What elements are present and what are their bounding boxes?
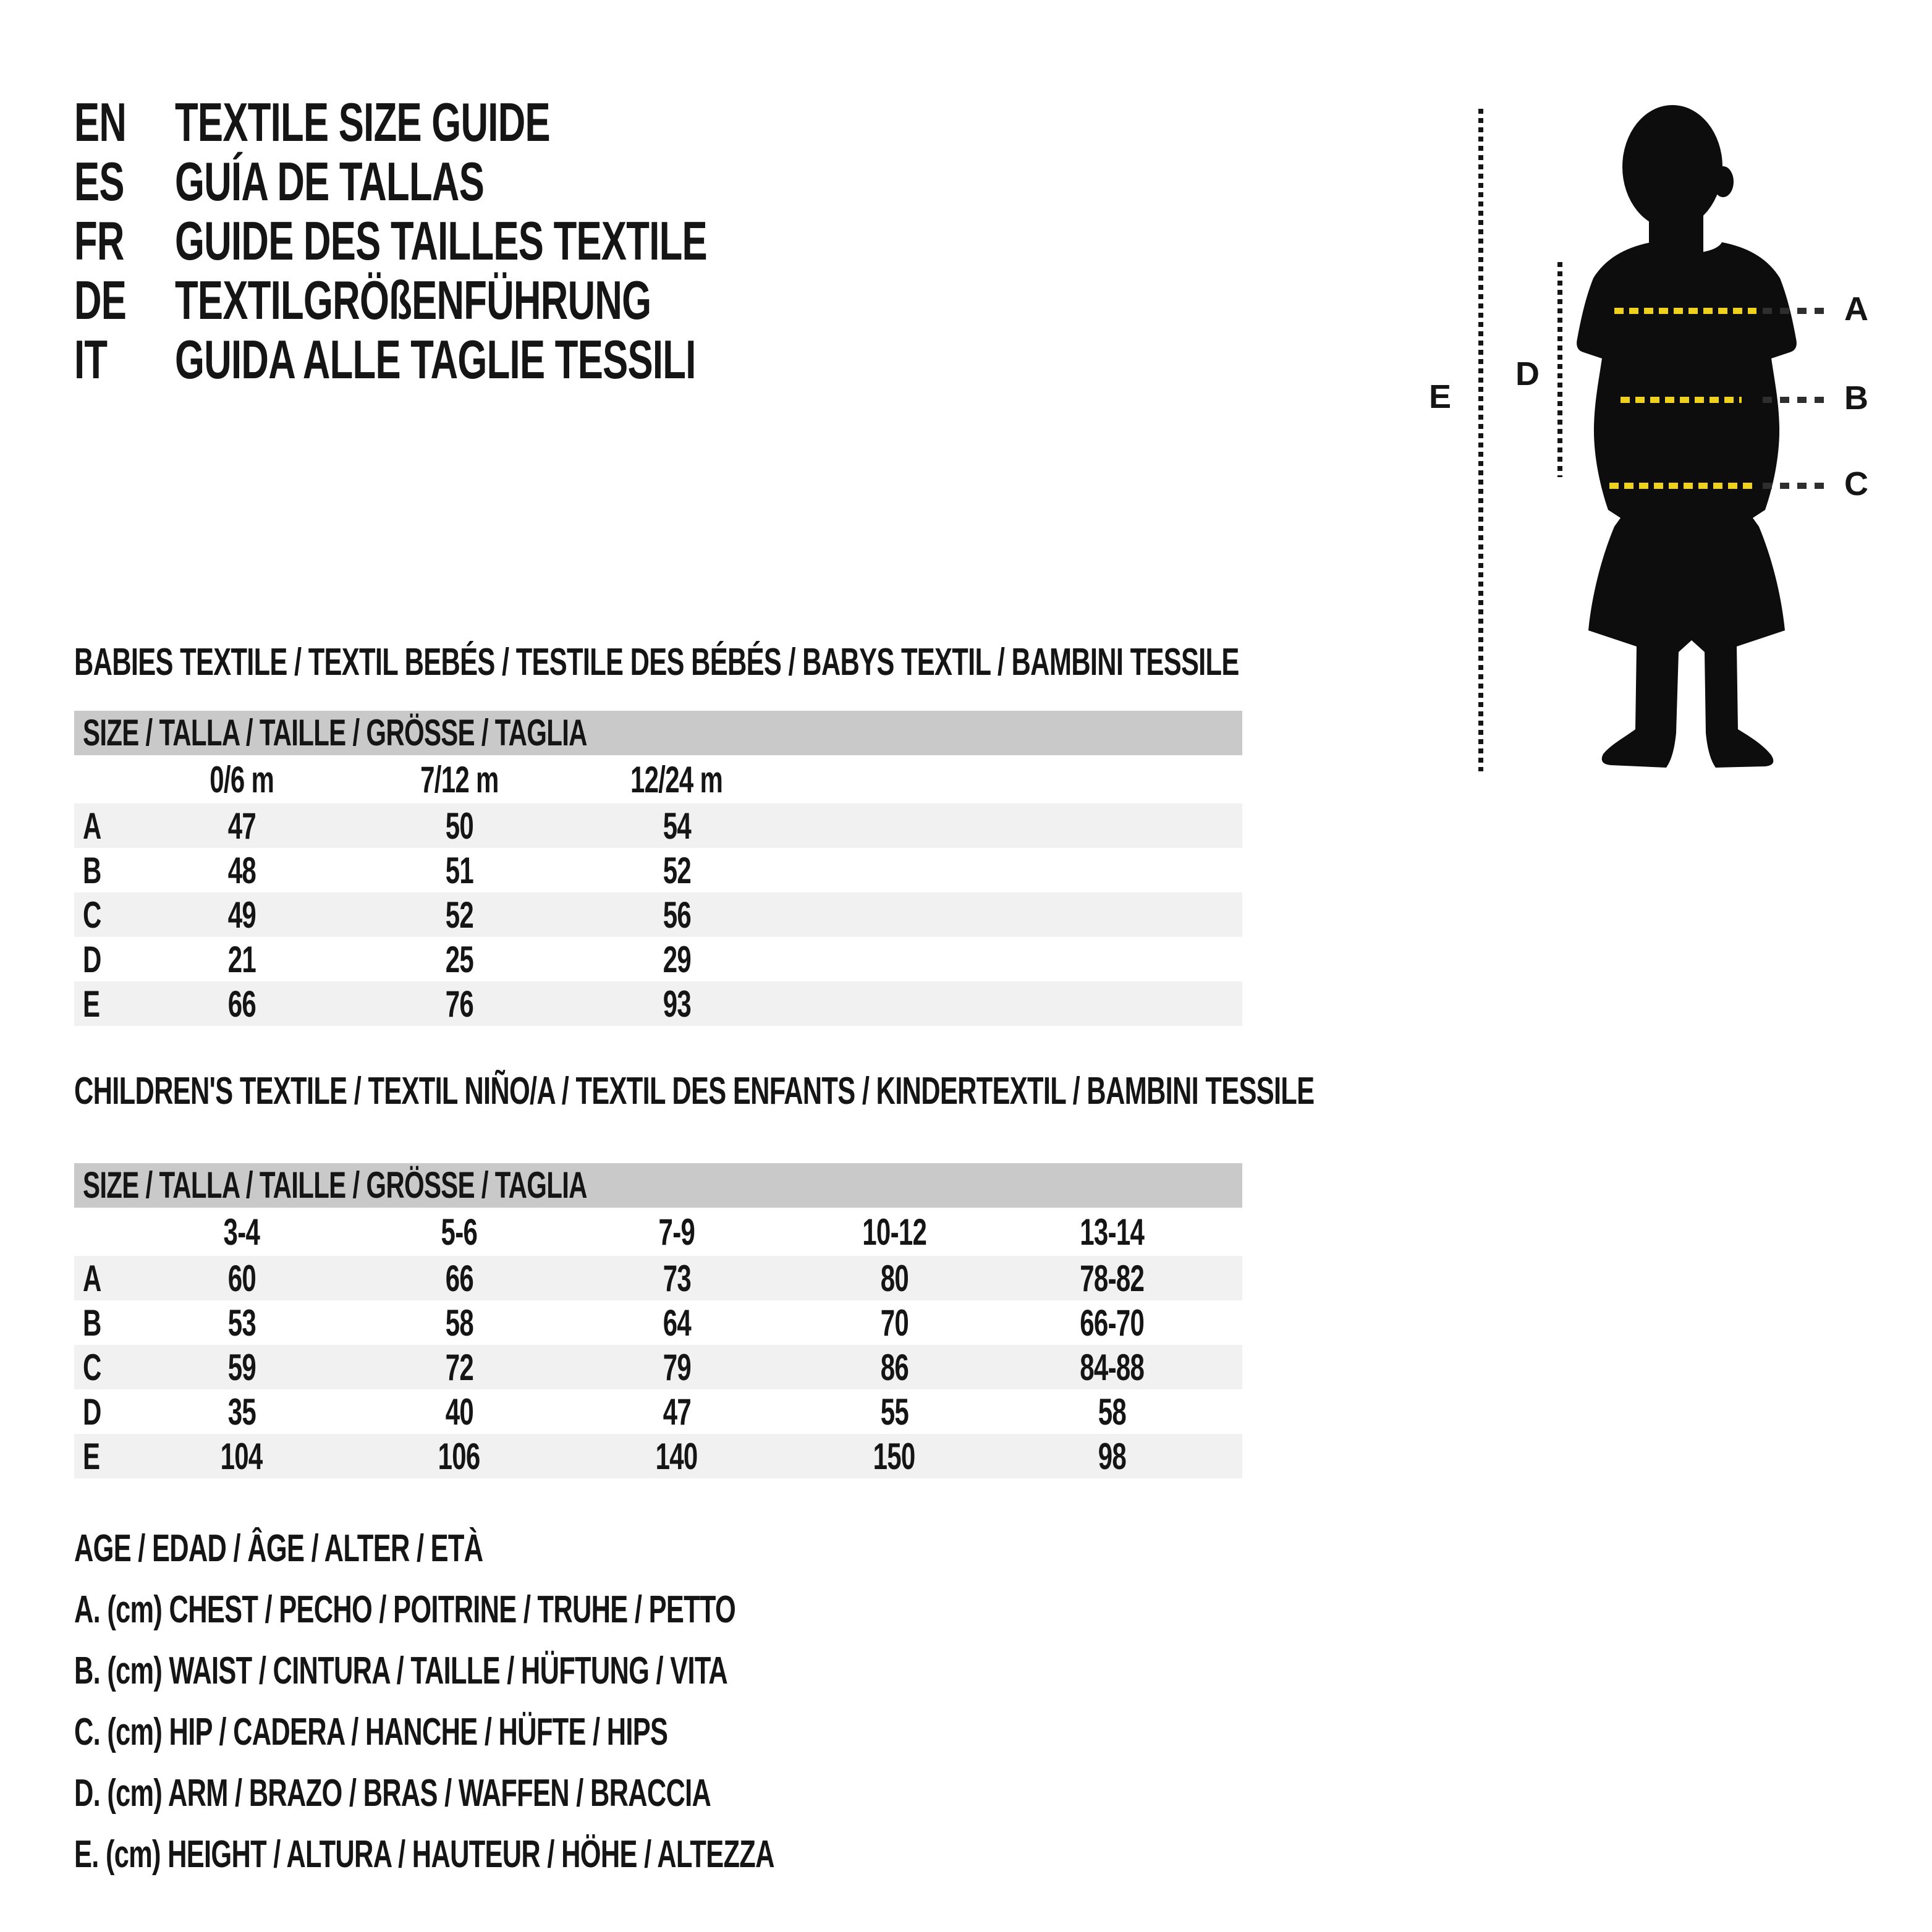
table-cell: 48 xyxy=(227,849,256,891)
language-code: FR xyxy=(74,210,124,271)
column-header: 7/12 m xyxy=(420,758,499,800)
waist-measure-line-b xyxy=(1621,397,1742,403)
table-cell: 52 xyxy=(663,849,691,891)
babies-size-table xyxy=(74,755,1242,1026)
legend-line-height: E. (cm) HEIGHT / ALTURA / HAUTEUR / HÖHE / ALTEZZA xyxy=(74,1833,774,1876)
babies-size-header-bar: SIZE / TALLA / TAILLE / GRÖSSE / TAGLIA xyxy=(74,711,1242,755)
hip-measure-leader-c xyxy=(1763,483,1826,489)
table-cell: 59 xyxy=(227,1346,256,1388)
table-cell: 150 xyxy=(873,1435,915,1477)
language-title-list xyxy=(74,93,935,389)
row-label: D xyxy=(83,938,101,980)
table-cell: 58 xyxy=(445,1302,473,1344)
column-header: 12/24 m xyxy=(630,758,723,800)
children-section-heading: CHILDREN'S TEXTILE / TEXTIL NIÑO/A / TEXTIL DES ENFANTS / KINDERTEXTIL / BAMBINI TESSILE xyxy=(74,1070,1315,1112)
table-row xyxy=(74,803,1242,848)
babies-section-heading: BABIES TEXTILE / TEXTIL BEBÉS / TESTILE DES BÉBÉS / BABYS TEXTIL / BAMBINI TESSILE xyxy=(74,641,1239,684)
legend-line-waist: B. (cm) WAIST / CINTURA / TAILLE / HÜFTUNG / VITA xyxy=(74,1650,728,1692)
table-cell: 98 xyxy=(1098,1435,1126,1477)
silhouette-ear xyxy=(1713,166,1734,197)
table-row xyxy=(74,1345,1242,1389)
table-cell: 66-70 xyxy=(1080,1302,1144,1344)
table-cell: 35 xyxy=(227,1391,256,1433)
chest-measure-line-a xyxy=(1614,308,1756,314)
table-cell: 55 xyxy=(880,1391,909,1433)
table-cell: 52 xyxy=(445,894,473,936)
measurement-legend xyxy=(74,1527,1074,1894)
measure-label-e: E xyxy=(1429,378,1452,415)
table-row xyxy=(74,981,1242,1026)
table-cell: 58 xyxy=(1098,1391,1126,1433)
table-cell: 106 xyxy=(438,1435,480,1477)
language-row xyxy=(74,211,935,271)
legend-line-age: AGE / EDAD / ÂGE / ALTER / ETÀ xyxy=(74,1527,483,1570)
table-cell: 25 xyxy=(445,938,473,980)
table-cell: 93 xyxy=(663,983,691,1025)
table-row xyxy=(74,1256,1242,1300)
column-header: 13-14 xyxy=(1080,1211,1144,1253)
hip-measure-line-c xyxy=(1609,483,1758,489)
row-label: E xyxy=(83,1435,100,1477)
table-cell: 53 xyxy=(227,1302,256,1344)
table-cell: 80 xyxy=(880,1257,909,1299)
silhouette-body xyxy=(1577,242,1797,768)
table-cell: 84-88 xyxy=(1080,1346,1144,1388)
row-label: A xyxy=(83,805,101,847)
row-label: A xyxy=(83,1257,101,1299)
table-cell: 140 xyxy=(656,1435,698,1477)
table-cell: 29 xyxy=(663,938,691,980)
column-header: 10-12 xyxy=(862,1211,926,1253)
column-header-row xyxy=(74,755,1242,803)
table-cell: 104 xyxy=(221,1435,263,1477)
children-size-header-bar: SIZE / TALLA / TAILLE / GRÖSSE / TAGLIA xyxy=(74,1163,1242,1208)
language-row xyxy=(74,93,935,152)
guide-title: TEXTILGRÖßENFÜHRUNG xyxy=(175,269,651,331)
table-cell: 51 xyxy=(445,849,473,891)
column-header-row xyxy=(74,1208,1242,1256)
table-cell: 40 xyxy=(445,1391,473,1433)
measure-label-c: C xyxy=(1844,465,1868,502)
measure-label-b: B xyxy=(1844,379,1868,417)
row-label: B xyxy=(83,1302,101,1344)
column-header: 5-6 xyxy=(441,1211,478,1253)
language-code: ES xyxy=(74,151,124,212)
table-cell: 72 xyxy=(445,1346,473,1388)
measure-label-d: D xyxy=(1515,355,1540,392)
guide-title: GUIDA ALLE TAGLIE TESSILI xyxy=(175,329,696,390)
guide-title: GUIDE DES TAILLES TEXTILE xyxy=(175,210,707,271)
column-header: 7-9 xyxy=(658,1211,695,1253)
guide-title: GUÍA DE TALLAS xyxy=(175,151,485,212)
table-cell: 50 xyxy=(445,805,473,847)
table-cell: 21 xyxy=(227,938,256,980)
guide-title: TEXTILE SIZE GUIDE xyxy=(175,91,550,153)
language-code: IT xyxy=(74,329,108,390)
measure-label-a: A xyxy=(1844,290,1868,328)
table-row xyxy=(74,1389,1242,1434)
table-row xyxy=(74,1434,1242,1478)
table-cell: 79 xyxy=(663,1346,691,1388)
table-cell: 73 xyxy=(663,1257,691,1299)
language-row xyxy=(74,152,935,211)
row-label: C xyxy=(83,1346,101,1388)
row-label: C xyxy=(83,894,101,936)
table-cell: 66 xyxy=(445,1257,473,1299)
children-size-table xyxy=(74,1208,1242,1478)
table-cell: 47 xyxy=(663,1391,691,1433)
legend-line-chest: A. (cm) CHEST / PECHO / POITRINE / TRUHE / PETTO xyxy=(74,1588,736,1631)
table-cell: 78-82 xyxy=(1080,1257,1144,1299)
language-row xyxy=(74,271,935,330)
table-row xyxy=(74,937,1242,981)
table-cell: 86 xyxy=(880,1346,909,1388)
column-header: 0/6 m xyxy=(210,758,274,800)
table-cell: 60 xyxy=(227,1257,256,1299)
table-cell: 47 xyxy=(227,805,256,847)
table-cell: 54 xyxy=(663,805,691,847)
table-cell: 70 xyxy=(880,1302,909,1344)
column-header: 3-4 xyxy=(223,1211,260,1253)
table-row xyxy=(74,1300,1242,1345)
language-code: EN xyxy=(74,91,127,153)
table-cell: 49 xyxy=(227,894,256,936)
table-row xyxy=(74,848,1242,892)
waist-measure-leader-b xyxy=(1763,397,1826,403)
legend-line-hip: C. (cm) HIP / CADERA / HANCHE / HÜFTE / HIPS xyxy=(74,1711,668,1753)
chest-measure-leader-a xyxy=(1763,308,1826,314)
row-label: E xyxy=(83,983,100,1025)
legend-line-arm: D. (cm) ARM / BRAZO / BRAS / WAFFEN / BRACCIA xyxy=(74,1772,711,1815)
row-label: D xyxy=(83,1391,101,1433)
row-label: B xyxy=(83,849,101,891)
table-cell: 66 xyxy=(227,983,256,1025)
language-code: DE xyxy=(74,269,127,331)
table-row xyxy=(74,892,1242,937)
table-cell: 56 xyxy=(663,894,691,936)
language-row xyxy=(74,330,935,389)
arm-measure-line-d xyxy=(1557,262,1562,477)
table-cell: 64 xyxy=(663,1302,691,1344)
table-cell: 76 xyxy=(445,983,473,1025)
